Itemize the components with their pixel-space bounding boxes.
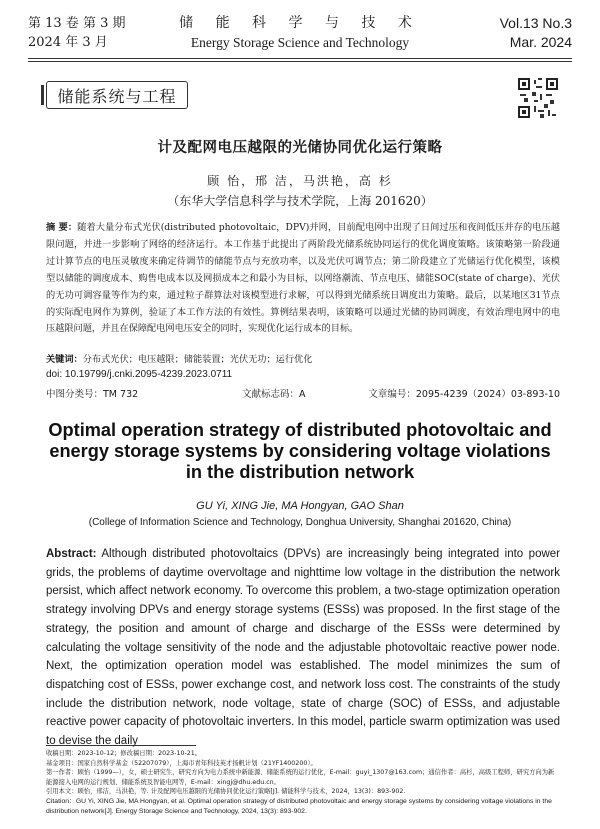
volume-issue-cn: 第 13 卷 第 3 期 xyxy=(28,16,126,31)
journal-name-cn: 储 能 科 学 与 技 术 xyxy=(179,15,421,31)
authors-cn: 顾 怡，邢 洁，马洪艳，高 杉 xyxy=(207,174,393,188)
fund-info: 基金项目：国家自然科学基金（52207079），上海市青年科技英才扬帆计划（21YF1400200）。 xyxy=(46,759,317,767)
volume-issue-en: Vol.13 No.3 xyxy=(499,15,572,31)
header-rule-bottom xyxy=(28,61,572,62)
abstract-cn xyxy=(46,220,560,338)
classification-row xyxy=(46,386,560,400)
affiliation-cn: （东华大学信息科学与技术学院，上海 201620） xyxy=(167,194,433,208)
footnote-rule xyxy=(46,745,196,746)
footnotes xyxy=(46,749,560,816)
keywords-cn xyxy=(46,352,560,368)
affiliation-en: (College of Information Science and Technology, Donghua University, Shanghai 201620, China) xyxy=(88,517,512,528)
journal-header xyxy=(28,14,572,58)
author-info: 第一作者：顾怡（1999—），女，硕士研究生，研究方向为电力系统中新能源、储能系统的运行优化，E-mail：guyi_1307@163.com；通信作者：高杉，高级工程师，研究方向为新能源接入电网的运行规划、储能系统及智能电网等，E-mail：xingj@dhu.edu.cn。 xyxy=(46,769,555,786)
keywords-cn-label: 关键词： xyxy=(46,354,83,365)
qr-code-icon xyxy=(518,78,558,118)
date-en: Mar. 2024 xyxy=(509,34,572,50)
citation-cn: 引用本文：顾怡，邢洁，马洪艳，等. 计及配网电压越限的光储协同优化运行策略[J]. 储能科学与技术，2024，13(3)：893-902. xyxy=(46,788,406,796)
paper-title-en: Optimal operation strategy of distributed photovoltaic and energy storage systems by considering voltage violations in the distribution network xyxy=(48,420,552,482)
abstract-en-text: Although distributed photovoltaics (DPVs) are increasingly being integrated into power grids, the problems of daytime overvoltage and nighttime low voltage in the distribution the network persist, which affect network economy. To overcome this problem, a two-stage optimization operation strategy involving DPVs and energy storage systems (ESSs) was proposed. In the first stage of the strategy, the position and amount of charge and discharge of the ESSs were determined by calculating the voltage sensitivity of the node and the adjustable photovoltaic reactive power node. Next, the optimization operation model was established. The model minimizes the sum of dispatching cost of ESSs, power exchange cost, and network loss cost. The constraints of the study include the distribution network, node voltage, state of charge (SOC) of ESSs, and adjustable reactive power capacity of photovoltaic inverters. In this model, particle swarm optimization was used to devise the daily xyxy=(46,548,561,748)
header-center xyxy=(28,14,572,52)
header-right xyxy=(500,14,572,52)
citation-en: Citation：GU Yi, XING Jie, MA Hongyan, et al. Optimal operation strategy of distributed photovoltaic and energy storage systems by considering voltage violations in the distribution network[J]. Energy Storage Science and Technology, 2024, 13(3): 893-902. xyxy=(46,797,552,815)
date-cn: 2024 年 3 月 xyxy=(28,35,108,50)
abstract-cn-text: 随着大量分布式光伏(distributed photovoltaic，DPV)并网，目前配电网中出现了日间过压和夜间低压并存的电压越限问题，并进一步影响了网络的经济运行。本工作基于此提出了两阶段光储系统协同运行的优化调度策略。该策略第一阶段通过计算节点的电压灵敏度来确定待调节的储能节点与充放功率，以及光伏可调节点；第二阶段建立了光储运行优化模型，该模型以储能的调度成本、购售电成本以及网损成本之和最小为目标，以网络潮流、节点电压、储能SOC(state of charge)、光伏的无功可调容量等作为约束，通过粒子群算法对该模型进行求解，可以得到光储系统日调度出力策略。最后，以某地区31节点的实际配电网作为算例，验证了本工作方法的有效性。算例结果表明，该策略可以通过光储的协同调度，有效治理电网中的电压越限问题，并且在保障配电网电压安全的同时，实现优化运行成本的目标。 xyxy=(46,222,560,335)
abstract-en-label: Abstract: xyxy=(46,548,97,560)
document-code: 文献标志码：A xyxy=(242,389,306,400)
section-tag: 储能系统与工程 xyxy=(46,81,188,109)
keywords-cn-text: 分布式光伏；电压越限；储能装置；光伏无功；运行优化 xyxy=(82,354,313,365)
received-date: 收稿日期：2023-10-12；修改稿日期：2023-10-21。 xyxy=(46,750,202,757)
doi: doi: 10.19799/j.cnki.2095-4239.2023.0711 xyxy=(46,369,233,380)
clc-number: 中图分类号：TM 732 xyxy=(46,389,139,400)
paper-title-cn: 计及配网电压越限的光储协同优化运行策略 xyxy=(157,140,443,156)
authors-en: GU Yi, XING Jie, MA Hongyan, GAO Shan xyxy=(196,500,404,512)
header-rule-top xyxy=(28,58,572,59)
abstract-en xyxy=(46,545,560,751)
article-number: 文章编号：2095-4239（2024）03-893-10 xyxy=(368,389,560,400)
journal-name-en: Energy Storage Science and Technology xyxy=(190,35,410,50)
abstract-cn-label: 摘 要： xyxy=(46,222,78,233)
